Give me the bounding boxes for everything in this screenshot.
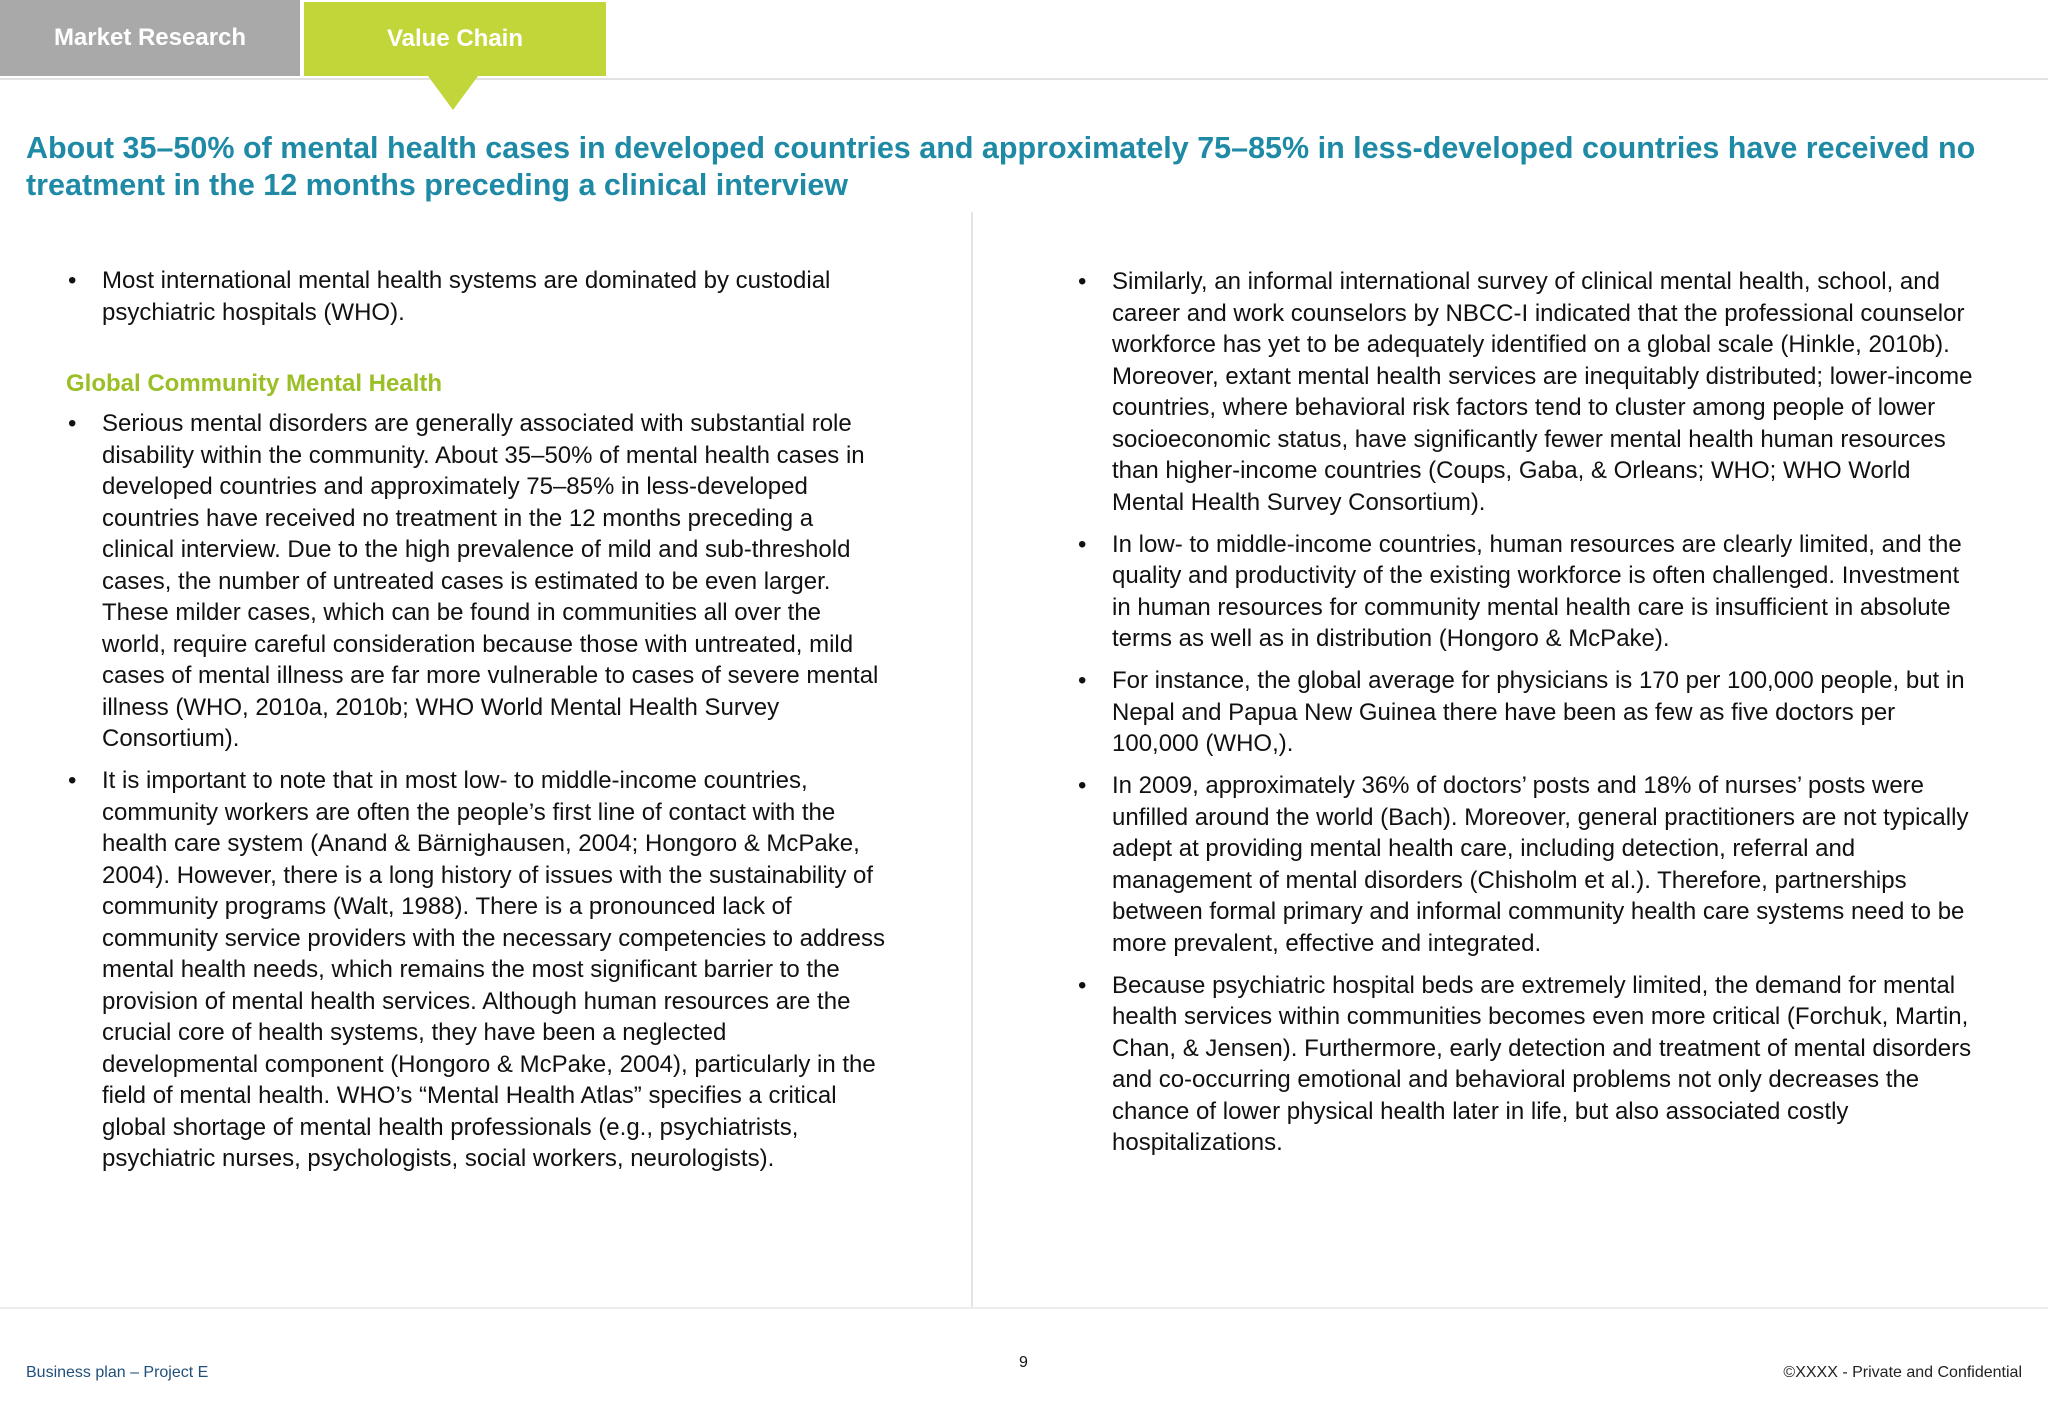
list-item: • Similarly, an informal international survey of clinical mental health, school, and career and work counselors by NBCC-I indicated that the professional counselor workforce has yet to be adequately identified on a global scale (Hinkle, 2010b). Moreover, extant mental health services are inequitably distributed; lower-income countries, where behavioral risk factors tend to cluster among people of lower socioeconomic status, have significantly fewer mental health human resources than higher-income countries (Coups, Gaba, & Orleans; WHO; WHO World Mental Health Survey Consortium). [1076, 266, 1976, 518]
list-item: • For instance, the global average for physicians is 170 per 100,000 people, but in Nepal and Papua New Guinea there have been as few as five doctors per 100,000 (WHO,). [1076, 665, 1976, 760]
list-item: • Serious mental disorders are generally associated with substantial role disability within the community. About 35–50% of mental health cases in developed countries and approximately 75–85% in less-developed countries have received no treatment in the 12 months preceding a clinical interview. Due to the high prevalence of mild and sub-threshold cases, the number of untreated cases is estimated to be even larger. These milder cases, which can be found in communities all over the world, require careful consideration because those with untreated, mild cases of mental illness are far more vulnerable to cases of severe mental illness (WHO, 2010a, 2010b; WHO World Mental Health Survey Consortium). [66, 408, 886, 755]
list-item: • It is important to note that in most low- to middle-income countries, community workers are often the people’s first line of contact with the health care system (Anand & Bärnighausen, 2004; Hongoro & McPake, 2004). However, there is a long history of issues with the sustainability of community programs (Walt, 1988). There is a pronounced lack of community service providers with the necessary competencies to address mental health needs, which remains the most significant barrier to the provision of mental health services. Although human resources are the crucial core of health systems, they have been a neglected developmental component (Hongoro & McPake, 2004), particularly in the field of mental health. WHO’s “Mental Health Atlas” specifies a critical global shortage of mental health professionals (e.g., psychiatrists, psychiatric nurses, psychologists, social workers, neurologists). [66, 765, 886, 1175]
right-bullet-list [1076, 266, 1976, 1159]
column-divider [971, 212, 973, 1307]
list-item: • In 2009, approximately 36% of doctors’ posts and 18% of nurses’ posts were unfilled around the world (Bach). Moreover, general practitioners are not typically adept at providing mental health care, including detection, referral and management of mental disorders (Chisholm et al.). Therefore, partnerships between formal primary and informal community health care systems need to be more prevalent, effective and integrated. [1076, 770, 1976, 959]
footer-project-label: Business plan – Project E [26, 1364, 209, 1381]
intro-bullet-list [66, 265, 886, 328]
tab-market-research-label: Market Research [53, 24, 247, 51]
list-item: • Most international mental health systems are dominated by custodial psychiatric hospitals (WHO). [66, 265, 886, 328]
page-number: 9 [1019, 1354, 1028, 1371]
right-column [1076, 266, 1976, 1169]
tab-market-research[interactable] [0, 0, 300, 76]
active-tab-pointer [428, 76, 478, 110]
list-item: • Because psychiatric hospital beds are extremely limited, the demand for mental health services within communities becomes even more critical (Forchuk, Martin, Chan, & Jensen). Furthermore, early detection and treatment of mental disorders and co-occurring emotional and behavioral problems not only decreases the chance of lower physical health later in life, but also associated costly hospitalizations. [1076, 970, 1976, 1159]
tab-bar [0, 0, 2048, 80]
footer-confidential-label: ©XXXX - Private and Confidential [1783, 1364, 2022, 1381]
page-title: About 35–50% of mental health cases in developed countries and approximately 75–85% in less-developed countries have received no treatment in the 12 months preceding a clinical interview [26, 131, 1976, 202]
section-subheading: Global Community Mental Health [66, 370, 443, 397]
list-item: • In low- to middle-income countries, human resources are clearly limited, and the quality and productivity of the existing workforce is often challenged. Investment in human resources for community mental health care is insufficient in absolute terms as well as in distribution (Hongoro & McPake). [1076, 529, 1976, 655]
tab-value-chain-label: Value Chain [386, 25, 524, 52]
left-bullet-list [66, 408, 886, 1175]
left-column [66, 265, 886, 1185]
tab-value-chain[interactable] [304, 2, 606, 76]
footer-divider [0, 1307, 2048, 1309]
